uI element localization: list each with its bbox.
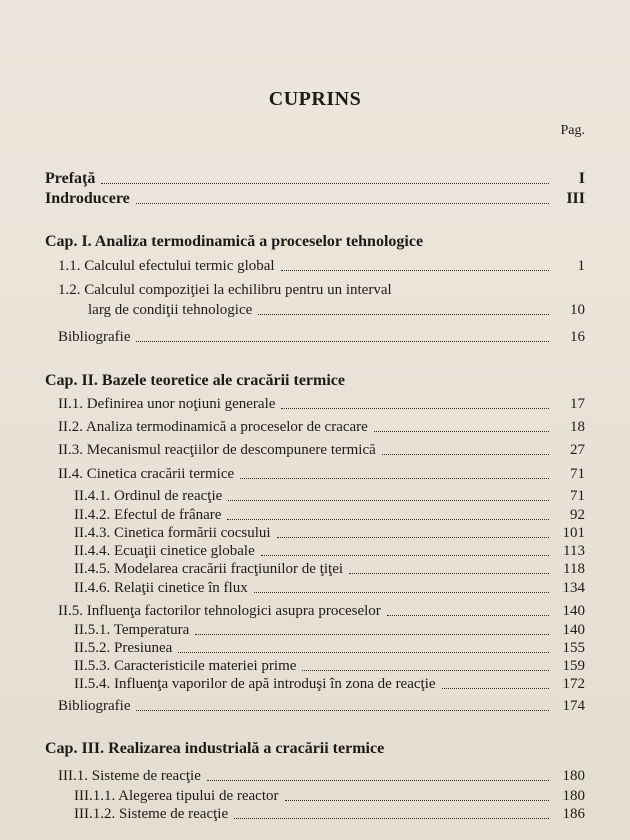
- toc-entry-line: 1.2. Calculul compoziţiei la echilibru pentru un interval: [58, 282, 392, 298]
- chapter-heading: Cap. II. Bazele teoretice ale cracării termice: [45, 372, 345, 389]
- toc-entry: II.4.4. Ecuaţii cinetice globale 113: [74, 543, 585, 559]
- toc-entry: Prefaţă I: [45, 170, 585, 187]
- page-column-label: Pag.: [560, 123, 585, 138]
- toc-entry: II.5.3. Caracteristicile materiei prime 159: [74, 658, 585, 674]
- page-title: CUPRINS: [268, 88, 362, 110]
- toc-entry: III.1.2. Sisteme de reacţie 186: [74, 806, 585, 822]
- toc-entry: III.1.1. Alegerea tipului de reactor 180: [74, 788, 585, 804]
- toc-entry: II.4.6. Relaţii cinetice în flux 134: [74, 580, 585, 596]
- toc-entry: 1.1. Calculul efectului termic global 1: [58, 258, 585, 274]
- toc-entry: Bibliografie 174: [58, 698, 585, 714]
- toc-entry: II.5.1. Temperatura 140: [74, 622, 585, 638]
- toc-entry: II.4.1. Ordinul de reacţie 71: [74, 488, 585, 504]
- toc-entry: II.4. Cinetica cracării termice 71: [58, 466, 585, 482]
- toc-entry: II.5.4. Influenţa vaporilor de apă introduşi în zona de reacţie 172: [74, 676, 585, 692]
- toc-entry: II.4.2. Efectul de frânare 92: [74, 507, 585, 523]
- toc-entry: III.1. Sisteme de reacţie 180: [58, 768, 585, 784]
- toc-entry: II.2. Analiza termodinamică a proceselor de cracare 18: [58, 419, 585, 435]
- toc-entry: II.4.3. Cinetica formării cocsului 101: [74, 525, 585, 541]
- toc-entry: larg de condiţii tehnologice 10: [88, 302, 585, 318]
- toc-entry: II.4.5. Modelarea cracării fracţiunilor de ţiţei 118: [74, 561, 585, 577]
- toc-entry: II.3. Mecanismul reacţiilor de descompunere termică 27: [58, 442, 585, 458]
- toc-entry: Bibliografie 16: [58, 329, 585, 345]
- chapter-heading: Cap. I. Analiza termodinamică a proceselor tehnologice: [45, 233, 424, 250]
- toc-entry: II.5.2. Presiunea 155: [74, 640, 585, 656]
- toc-entry: II.5. Influenţa factorilor tehnologici asupra proceselor 140: [58, 603, 585, 619]
- toc-entry: II.1. Definirea unor noţiuni generale 17: [58, 396, 585, 412]
- toc-entry: Indroducere III: [45, 190, 585, 207]
- chapter-heading: Cap. III. Realizarea industrială a cracării termice: [45, 740, 385, 757]
